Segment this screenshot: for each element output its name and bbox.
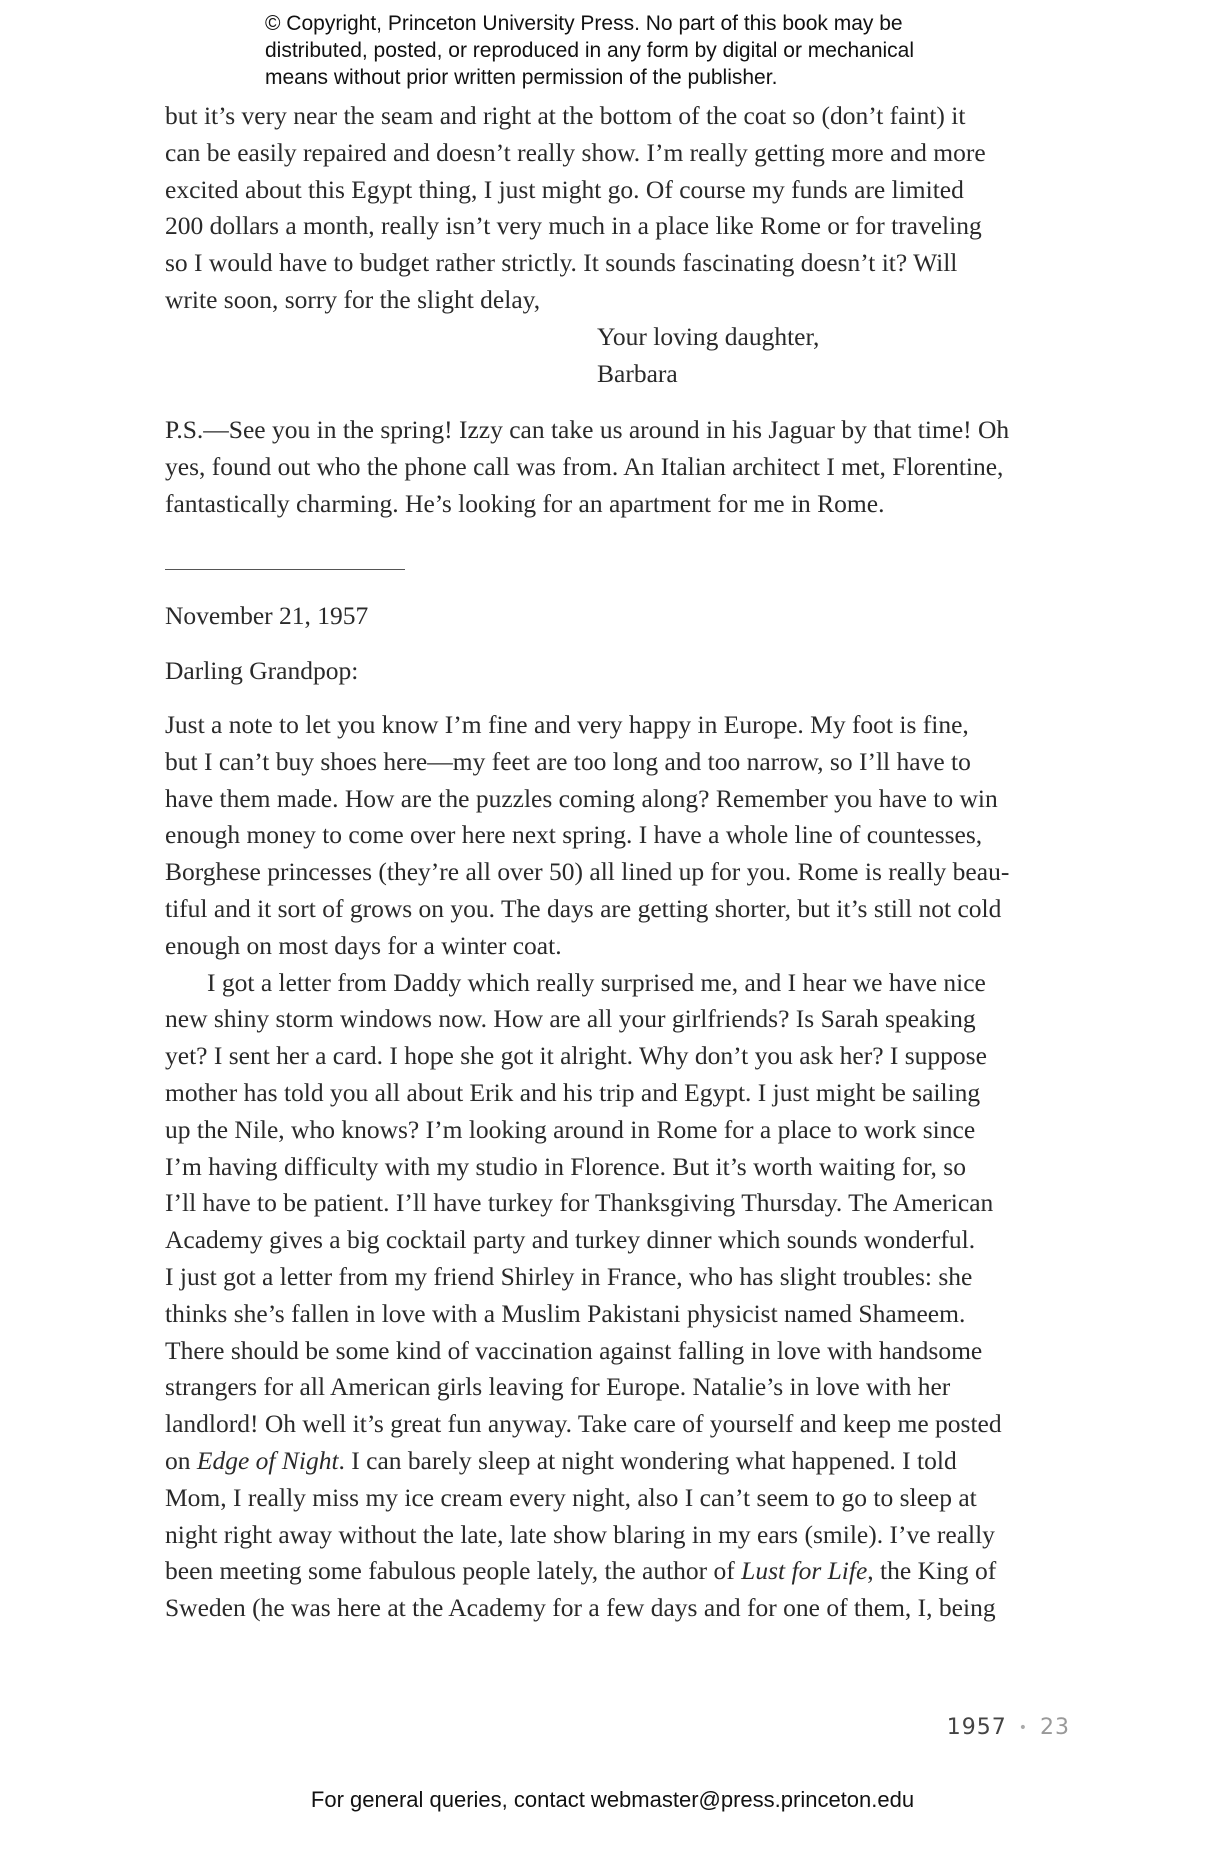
text-line: 200 dollars a month, really isn’t very much in a place like Rome or for traveling [165, 211, 982, 241]
text-line: fantastically charming. He’s looking for an apartment for me in Rome. [165, 488, 885, 518]
text-segment: . I can barely sleep at night wondering what happened. I told [338, 1445, 957, 1475]
text-line: P.S.—See you in the spring! Izzy can take us around in his Jaguar by that time! Oh [165, 415, 1010, 444]
sign-off: Your loving daughter, [597, 322, 820, 351]
text-line: enough on most days for a winter coat. [165, 930, 562, 960]
copyright-line: means without prior written permission of the publisher. [265, 66, 778, 89]
copyright-line: © Copyright, Princeton University Press. No part of this book may be [265, 12, 903, 35]
text-line: new shiny storm windows now. How are all your girlfriends? Is Sarah speaking [165, 1004, 976, 1034]
section-divider [165, 569, 405, 570]
copyright-line: distributed, posted, or reproduced in any form by digital or mechanical [265, 39, 915, 62]
text-line: but I can’t buy shoes here—my feet are too long and too narrow, so I’ll have to [165, 746, 971, 776]
book-title: Lust for Life [741, 1556, 868, 1586]
text-segment: been meeting some fabulous people lately, the author of [165, 1556, 742, 1586]
page-folio [947, 1715, 1070, 1740]
text-line: night right away without the late, late show blaring in my ears (smile). I’ve really [165, 1519, 995, 1549]
text-line: I’ll have to be patient. I’ll have turkey for Thanksgiving Thursday. The American [165, 1188, 994, 1218]
text-line: yes, found out who the phone call was from. An Italian architect I met, Florentine, [165, 451, 1004, 481]
text-line [165, 1553, 1060, 1590]
text-line: but it’s very near the seam and right at the bottom of the coat so (don’t faint) it [165, 101, 966, 130]
text-line: enough money to come over here next spring. I have a whole line of countesses, [165, 820, 983, 850]
salutation: Darling Grandpop: [165, 656, 359, 685]
text-line: write soon, sorry for the slight delay, [165, 284, 541, 314]
text-line: I got a letter from Daddy which really surprised me, and I hear we have nice [207, 967, 986, 997]
letter-date: November 21, 1957 [165, 601, 369, 630]
text-line: Academy gives a big cocktail party and turkey dinner which sounds wonderful. [165, 1225, 976, 1255]
copyright-notice [265, 10, 985, 91]
text-line: Sweden (he was here at the Academy for a few days and for one of them, I, being [165, 1593, 996, 1623]
text-line: I’m having difficulty with my studio in Florence. But it’s worth waiting for, so [165, 1151, 966, 1181]
text-line: mother has told you all about Erik and his trip and Egypt. I just might be sailing [165, 1077, 981, 1107]
text-line: excited about this Egypt thing, I just might go. Of course my funds are limited [165, 174, 964, 204]
text-line: have them made. How are the puzzles coming along? Remember you have to win [165, 783, 998, 813]
text-line: can be easily repaired and doesn’t really show. I’m really getting more and more [165, 137, 986, 167]
text-line: yet? I sent her a card. I hope she got it alright. Why don’t you ask her? I suppose [165, 1041, 987, 1071]
text-line: up the Nile, who knows? I’m looking around in Rome for a place to work since [165, 1114, 976, 1144]
letter-closing-paragraph [165, 98, 1060, 319]
text-line: I just got a letter from my friend Shirley in France, who has slight troubles: she [165, 1261, 973, 1291]
text-line: strangers for all American girls leaving for Europe. Natalie’s in love with her [165, 1372, 951, 1402]
footer-contact: For general queries, contact webmaster@press.princeton.edu [310, 1787, 915, 1812]
text-segment: on [165, 1445, 197, 1475]
signature: Barbara [597, 359, 678, 388]
text-line: landlord! Oh well it’s great fun anyway. Take care of yourself and keep me posted [165, 1409, 1002, 1439]
bullet-separator: • [1018, 1719, 1028, 1736]
text-line: tiful and it sort of grows on you. The days are getting shorter, but it’s still not cold [165, 893, 1002, 923]
running-year: 1957 [946, 1715, 1007, 1740]
show-title: Edge of Night [196, 1445, 339, 1475]
text-line [165, 1443, 1060, 1480]
text-line: Just a note to let you know I’m fine and very happy in Europe. My foot is fine, [165, 710, 969, 739]
letter-body [165, 707, 1060, 1627]
text-line: Mom, I really miss my ice cream every night, also I can’t seem to go to sleep at [165, 1482, 977, 1512]
text-line: There should be some kind of vaccination against falling in love with handsome [165, 1335, 983, 1365]
text-line: thinks she’s fallen in love with a Muslim Pakistani physicist named Shameem. [165, 1298, 966, 1328]
text-line: so I would have to budget rather strictly. It sounds fascinating doesn’t it? Will [165, 248, 958, 278]
page-number: 23 [1040, 1715, 1070, 1740]
text-line: Borghese princesses (they’re all over 50) all lined up for you. Rome is really beau- [165, 857, 1010, 887]
text-segment: , the King of [867, 1556, 997, 1586]
postscript [165, 412, 1060, 522]
